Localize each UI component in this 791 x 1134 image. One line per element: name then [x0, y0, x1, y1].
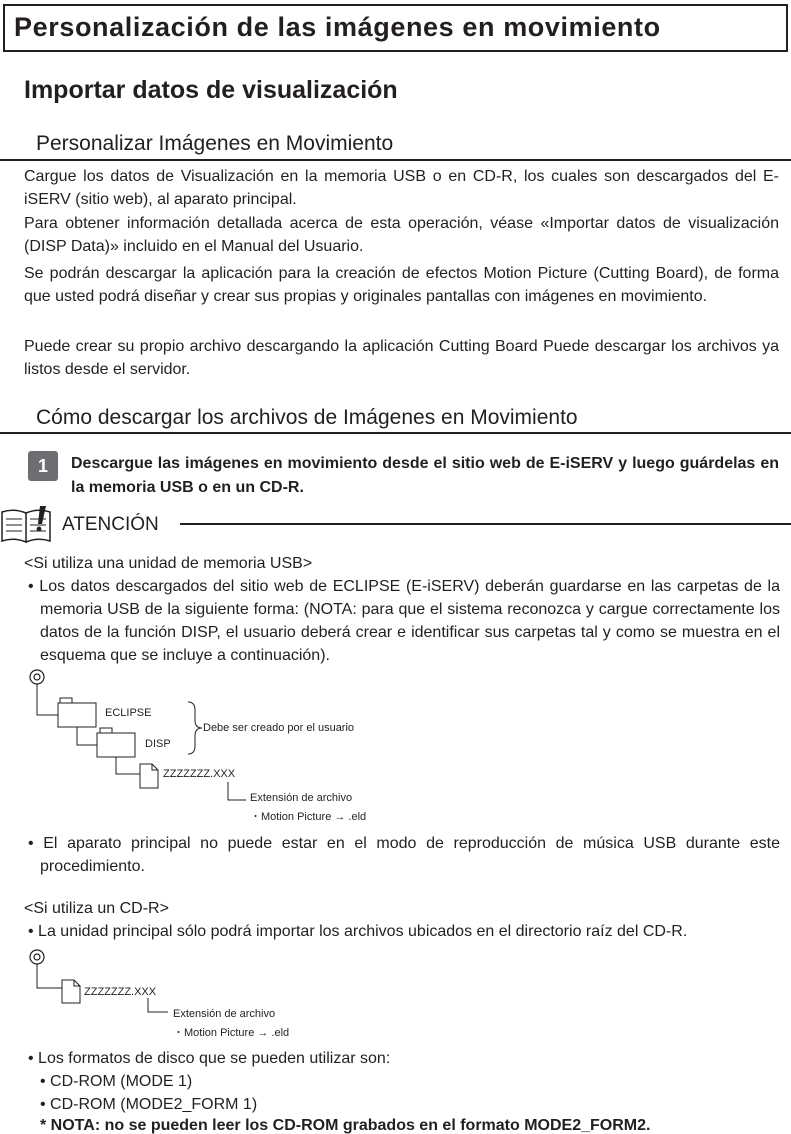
usb-bullet-folders: • Los datos descargados del sitio web de ECLIPSE (E-iSERV) deberán guardarse en las carpetas de la memoria USB de la siguiente forma: (NOTA: para que el sistema reconozca y cargue correctamente los datos de la función DISP, el usuario deberá crear e identificar sus carpetas tal y como se muestra en el esquema que se incluye a continuación). — [28, 578, 780, 664]
page-title: Personalización de las imágenes en movimiento — [14, 12, 661, 42]
brace-icon — [188, 702, 202, 754]
book-warning-icon — [0, 504, 60, 546]
format-item: • CD-ROM (MODE 1) — [40, 1073, 193, 1090]
section-title: Importar datos de visualización — [24, 76, 398, 104]
subsection-title-personalizar: Personalizar Imágenes en Movimiento — [36, 132, 394, 155]
folder-label-eclipse: ECLIPSE — [105, 707, 152, 719]
cdr-root-icon — [30, 950, 44, 964]
disp-folder-icon — [97, 728, 135, 757]
attention-rule — [180, 523, 791, 525]
usb-bullet-music-mode: • El aparato principal no puede estar en el modo de reproducción de música USB durante este procedimiento. — [28, 835, 780, 875]
subsection-rule — [0, 432, 791, 434]
paragraph-cargue: Cargue los datos de Visualización en la memoria USB o en CD-R, los cuales son descargados del E-iSERV (sitio web), al aparato principal. — [24, 168, 779, 208]
subsection-rule — [0, 159, 791, 161]
cdr-heading: <Si utiliza un CD-R> — [24, 900, 169, 917]
cdr-extension-label: Extensión de archivo — [173, 1008, 276, 1020]
extension-label: Extensión de archivo — [250, 792, 353, 804]
paragraph-informacion: Para obtener información detallada acerca de esta operación, véase «Importar datos de visualización (DISP Data)» incluido en el Manual del Usuario. — [24, 215, 779, 255]
cdr-file-label: ZZZZZZZ.XXX — [84, 986, 157, 998]
extension-detail: ・Motion Picture → .eld — [250, 811, 367, 823]
usb-root-icon — [30, 670, 44, 684]
paragraph-crear: Puede crear su propio archivo descargando la aplicación Cutting Board Puede descargar los archivos ya listos desde el servidor. — [24, 338, 779, 378]
paragraph-descargar: Se podrán descargar la aplicación para la creación de efectos Motion Picture (Cutting Board), de forma que usted podrá diseñar y crear sus propias y originales pantallas con imágenes en movimiento. — [24, 265, 779, 305]
brace-note: Debe ser creado por el usuario — [203, 722, 355, 734]
cdr-extension-detail: ・Motion Picture → .eld — [173, 1027, 290, 1039]
usb-file-icon — [140, 764, 158, 788]
folder-label-disp: DISP — [145, 738, 171, 750]
eclipse-folder-icon — [58, 698, 96, 727]
usb-heading: <Si utiliza una unidad de memoria USB> — [24, 555, 313, 572]
step-number-badge: 1 — [28, 451, 58, 481]
formats-intro: • Los formatos de disco que se pueden utilizar son: — [28, 1050, 391, 1067]
file-label: ZZZZZZZ.XXX — [163, 768, 236, 780]
cdr-bullet-root: • La unidad principal sólo podrá importar los archivos ubicados en el directorio raíz del CD-R. — [28, 923, 688, 940]
format-item: • CD-ROM (MODE2_FORM 1) — [40, 1096, 258, 1113]
cdr-file-icon — [62, 980, 80, 1003]
step-text: Descargue las imágenes en movimiento desde el sitio web de E-iSERV y luego guárdelas en la memoria USB o en un CD-R. — [71, 455, 779, 496]
subsection-title-como-descargar: Cómo descargar los archivos de Imágenes en Movimiento — [36, 406, 578, 429]
format-note: * NOTA: no se pueden leer los CD-ROM grabados en el formato MODE2_FORM2. — [40, 1117, 651, 1134]
attention-label: ATENCIÓN — [62, 514, 159, 535]
